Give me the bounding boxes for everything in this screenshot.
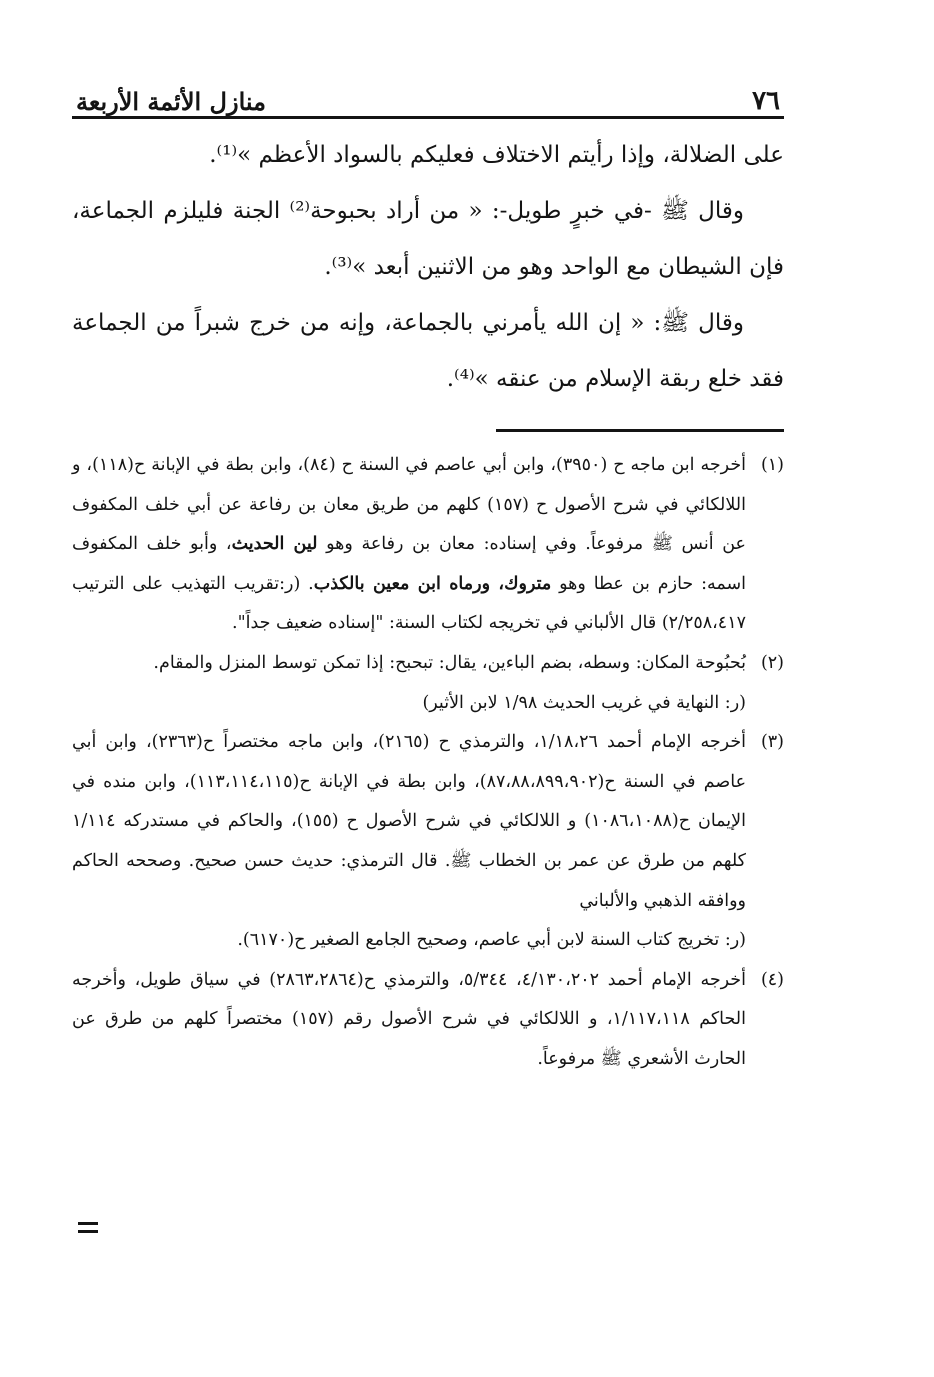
footnote-bold-text: متروك، ورماه ابن معين بالكذب [313, 573, 552, 594]
footnote-text: أخرجه الإمام أحمد ٤/١٣٠،٢٠٢، ٥/٣٤٤، والترمذي ح(٢٨٦٣،٢٨٦٤) في سياق طويل، وأخرجه الحاكم ١/١١٧،١١٨، و اللالكائي في شرح الأصول رقم (١٥٧) مختصراً كلهم من طرق عن الحارث الأشعري ﷺ مرفوعاً. [72, 969, 747, 1069]
footnote-marker: (٣) [760, 732, 784, 753]
end-of-page-mark [78, 1222, 98, 1236]
footnote-text-part: ، وأبو خلف المكفوف اسمه: حازم بن عطا وهو [72, 534, 747, 594]
footnote-3 [72, 723, 784, 961]
paragraph: وقال ﷺ -في خبرٍ طويل-: « من أراد بحبوحة⁽²⁾ الجنة فليلزم الجماعة، فإن الشيطان مع الواحد وهو من الاثنين أبعد »⁽³⁾. [72, 198, 784, 280]
book-page [72, 70, 784, 1080]
book-title: منازل الأئمة الأربعة [76, 87, 266, 116]
footnote-separator [496, 429, 784, 432]
footnote-marker: (٢) [760, 652, 784, 673]
footnote-text-part: أخرجه الإمام أحمد ١/١٨،٢٦، والترمذي ح (٢١٦٥)، وابن ماجه مختصراً ح(٢٣٦٣)، وابن أبي عاصم في السنة ح(٨٧،٨٨،٨٩٩،٩٠٢)، وابن بطة في الإبانة ح(١١٣،١١٤،١١٥)، وابن منده في الإيمان ح(١٠٨٦،١٠٨٨) و اللالكائي في شرح الأصول ح (١٥٥)، والحاكم في مستدركه ١/١١٤ كلهم من طرق عن عمر بن الخطاب ﷺ. قال الترمذي: حديث حسن صحيح. وصححه الحاكم ووافقه الذهبي والألباني [72, 732, 747, 911]
footnote-text-part: . (ر:تقريب التهذيب على الترتيب ٢/٢٥٨،٤١٧) قال الألباني في تخريجه لكتاب السنة: "إسناده ضعيف جداً". [72, 573, 746, 634]
footnote-reference: (ر: تخريج كتاب السنة لابن أبي عاصم، وصحيح الجامع الصغير ح(٦١٧٠). [237, 930, 746, 951]
footnote-text [72, 644, 746, 723]
footnote-2 [72, 644, 784, 723]
footnote-text [72, 723, 746, 961]
footnote-marker: (٤) [760, 969, 784, 990]
footnote-text-part: بُحبُوحة المكان: وسطه، بضم الباءين، يقال: تبحبح: إذا تمكن توسط المنزل والمقام. [153, 652, 746, 673]
footnote-reference: (ر: النهاية في غريب الحديث ١/٩٨ لابن الأثير) [422, 692, 746, 713]
running-header [72, 70, 784, 119]
footnotes [72, 446, 784, 1080]
footnote-marker: (١) [760, 455, 784, 475]
footnote-4 [72, 961, 784, 1080]
paragraph: وقال ﷺ: « إن الله يأمرني بالجماعة، وإنه من خرج شبراً من الجماعة فقد خلع ربقة الإسلام من عنقه »⁽⁴⁾. [72, 310, 784, 392]
paragraph: على الضلالة، وإذا رأيتم الاختلاف فعليكم بالسواد الأعظم »⁽¹⁾. [209, 142, 784, 168]
footnote-text-part: أخرجه ابن ماجه ح (٣٩٥٠)، وابن أبي عاصم في السنة ح (٨٤)، وابن بطة في الإبانة ح(١١٨)، و اللالكائي في شرح الأصول ح (١٥٧) كلهم من طريق معان بن رفاعة عن أبي خلف المكفوف عن أنس ﷺ مرفوعاً. وفي إسناده: معان بن رفاعة وهو [72, 455, 747, 555]
footnote-bold-text: لين الحديث [231, 534, 318, 555]
main-text [72, 127, 784, 407]
page-number: ٧٦ [752, 86, 780, 116]
footnote-text [72, 446, 746, 644]
footnote-1 [72, 446, 784, 644]
